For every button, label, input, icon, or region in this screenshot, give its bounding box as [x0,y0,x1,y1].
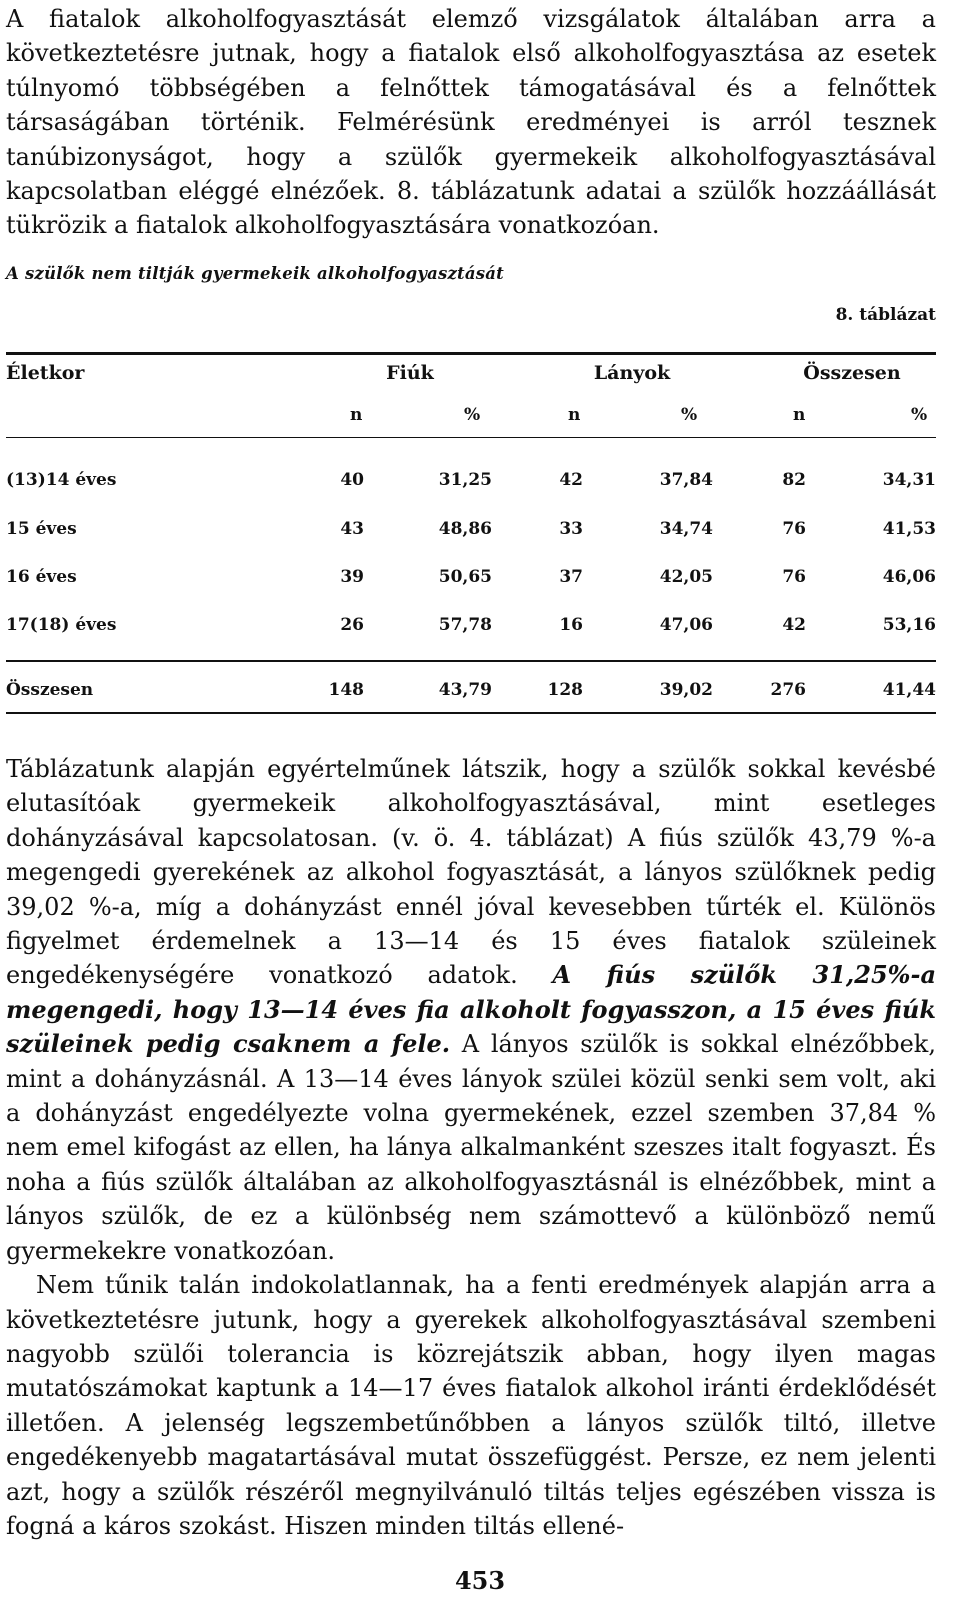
total-top-rule [6,660,936,662]
table-cell: 41,53 [882,519,936,539]
table-cell: 34,74 [659,519,713,539]
second-paragraph: Nem tűnik talán indokolatlannak, ha a fenti eredmények alapján arra a következtetésre jutunk, hogy a gyerekek alkoholfogyasztásával szembeni nagyobb szülői tolerancia is közrejátszik abban, hogy ilyen magas mutatószámokat kaptunk a 14—17 éves fiatalok alkohol iránti érdeklődését illetően. A jelenség legszembetűnőbben a lányos szülők tiltó, illetve engedékenyebb magatartásával mutat összefüggést. Persze, ez nem jelenti azt, hogy a szülők részéről megnyilvánuló tiltás teljes egészében vissza is fogná a káros szokást. Hiszen minden tiltás ellené- [6,1271,936,1540]
table-cell: 37,84 [659,470,713,490]
table-cell: 128 [547,680,583,700]
table-cell: 34,31 [882,470,936,490]
table-cell: 31,25 [438,470,492,490]
table-cell: 276 [770,680,806,700]
table-cell: 76 [782,567,806,587]
table-cell: 42 [782,615,806,635]
table-cell: 48,86 [438,519,492,539]
subheader-pct-boys: % [464,405,481,425]
table-cell: 53,16 [882,615,936,635]
table-cell: 16 [559,615,583,635]
table-cell: 33 [559,519,583,539]
table-cell: 37 [559,567,583,587]
subheader-n-boys: n [350,405,363,425]
body-text: Táblázatunk alapján egyértelműnek látszik, hogy a szülők sokkal kevésbé elutasítóak gyermekeik alkoholfogyasztásával, mint esetleges dohányzásával kapcsolatosan. (v. ö. 4. táblázat) A fiús szülők 43,79 %-a megengedi gyerekének az alkohol fogyasztását, a lányos szülőknek pedig 39,02 %-a, míg a dohányzást ennél jóval kevesebben tűrték el. Különös figyelmet érdemelnek a 13—14 és 15 éves fiatalok szüleinek engedékenységére vonatkozó adatok. [6,755,936,990]
group-header-boys: Fiúk [386,362,434,384]
group-header-total: Összesen [803,362,901,384]
table-cell: 39,02 [659,680,713,700]
table-cell: 26 [340,615,364,635]
row-header-label: Életkor [6,362,85,384]
subheader-n-total: n [793,405,806,425]
table-cell: 40 [340,470,364,490]
table-cell: 50,65 [438,567,492,587]
intro-paragraph: A fiatalok alkoholfogyasztását elemző vizsgálatok általában arra a következtetésre jutnak, hogy a fiatalok első alkoholfogyasztása az esetek túlnyomó többségében a felnőttek támogatásával és a felnőttek társaságában történik. Felmérésünk eredményei is arról tesznek tanúbizonyságot, hogy a szülők gyermekeik alkoholfogyasztásával kapcsolatban eléggé elnézőek. 8. táblázatunk adatai a szülők hozzáállását tükrözik a fiatalok alkoholfogyasztására vonatkozóan. [6,5,936,240]
table-cell: 42 [559,470,583,490]
subheader-n-girls: n [568,405,581,425]
table-cell: 57,78 [438,615,492,635]
table-bottom-rule [6,712,936,714]
table-cell: 82 [782,470,806,490]
table-top-rule-inner [6,354,936,355]
page-number: 453 [454,1566,506,1595]
table-cell: 43,79 [438,680,492,700]
table-cell: 43 [340,519,364,539]
row-label: (13)14 éves [6,470,117,490]
row-label: 16 éves [6,567,77,587]
subheader-pct-total: % [911,405,928,425]
row-label: Összesen [6,680,94,700]
table-cell: 41,44 [882,680,936,700]
subheader-pct-girls: % [681,405,698,425]
row-label: 17(18) éves [6,615,117,635]
row-label: 15 éves [6,519,77,539]
table-cell: 76 [782,519,806,539]
table-cell: 47,06 [659,615,713,635]
table-cell: 39 [340,567,364,587]
group-header-girls: Lányok [593,362,671,384]
table-number: 8. táblázat [835,305,936,325]
table-cell: 46,06 [882,567,936,587]
body-text: A lányos szülők is sokkal elnézőbbek, mint a dohányzásnál. A 13—14 éves lányok szülei közül senki sem volt, aki a dohányzást engedélyezte volna gyermekének, ezzel szemben 37,84 % nem emel kifogást az ellen, ha lánya alkalmanként szeszes italt fogyaszt. És noha a fiús szülők általában az alkoholfogyasztásnál is elnézőbbek, mint a lányos szülők, de ez a különbség nem számottevő a különböző nemű gyermekekre vonatkozóan. [6,1030,936,1265]
table-cell: 148 [328,680,364,700]
emphasized-text: A fiús szülők 31,25%-a megengedi, hogy 13—14 éves fia alkoholt fogyasszon, a 15 éves fiúk szüleinek pedig csaknem a fele. [6,960,936,1059]
header-rule [6,437,936,438]
table-caption: A szülők nem tiltják gyermekeik alkoholfogyasztását [6,264,504,283]
main-paragraph [6,752,936,1543]
table-cell: 42,05 [659,567,713,587]
